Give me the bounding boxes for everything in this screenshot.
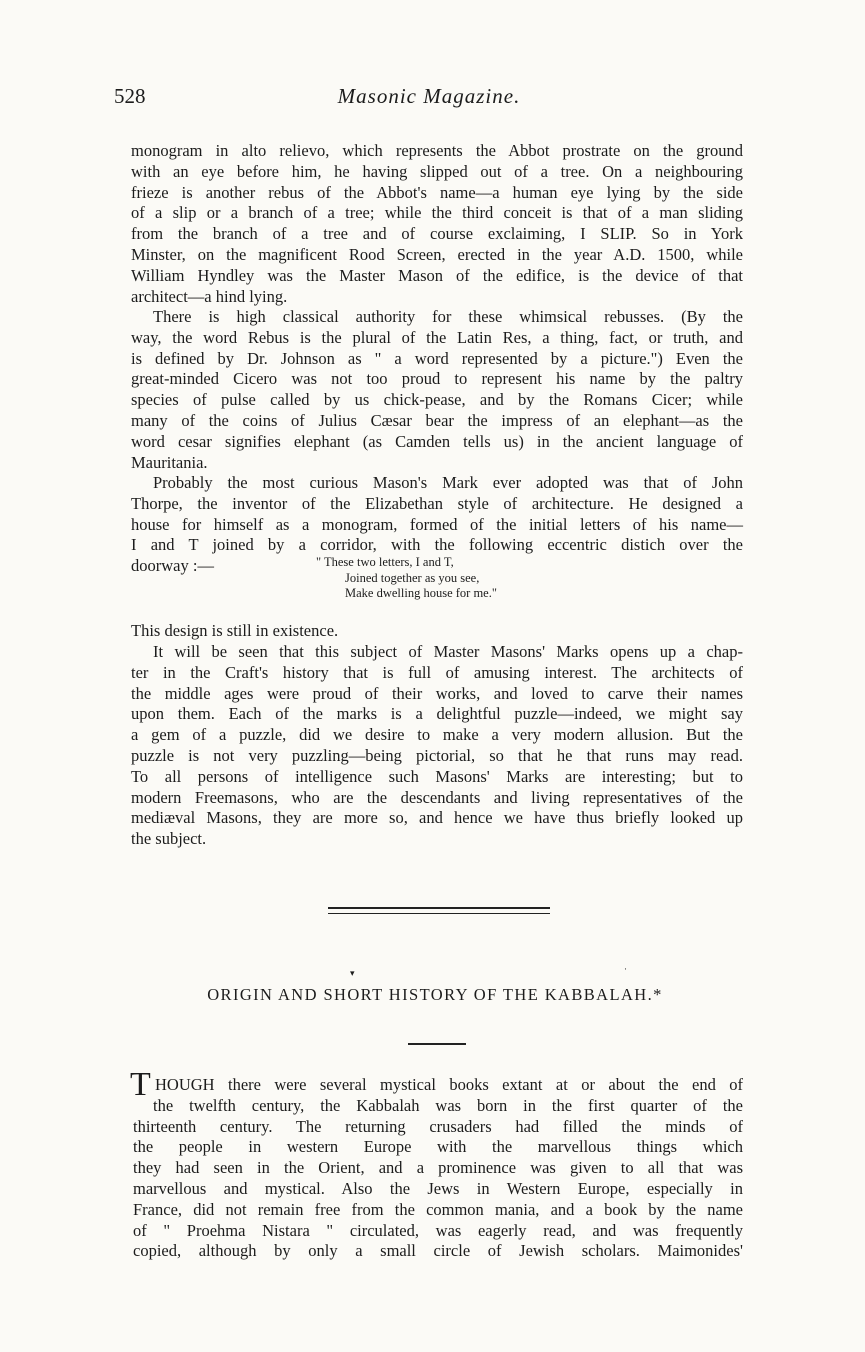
text-line: frieze is another rebus of the Abbot's name—a human eye lying by the side [131, 182, 743, 202]
text-line: doorway :— [131, 556, 214, 576]
text-line: Mauritania. [131, 452, 208, 472]
text-line: with an eye before him, he having slipped out of a tree. On a neighbouring [131, 161, 743, 181]
text-line: There is high classical authority for these whimsical rebusses. (By the [153, 307, 743, 326]
text-line: of a slip or a branch of a tree; while the third conceit is that of a man sliding [131, 203, 743, 223]
running-title: Masonic Magazine. [337, 84, 521, 108]
paragraph-masons-marks [131, 642, 743, 850]
text-line: puzzle is not very puzzling—being pictorial, so that he that runs may read. [131, 745, 743, 765]
title-rule [408, 1043, 466, 1045]
text-line: is defined by Dr. Johnson as " a word represented by a picture.") Even the [131, 348, 743, 368]
text-line: Thorpe, the inventor of the Elizabethan style of architecture. He designed a [131, 493, 743, 513]
text-line: I and T joined by a corridor, with the following eccentric distich over the [131, 535, 743, 555]
text-line: word cesar signifies elephant (as Camden tells us) in the ancient language of [131, 431, 743, 451]
drop-cap: T [130, 1066, 151, 1103]
text-line: modern Freemasons, who are the descendants and living representatives of the [131, 787, 743, 807]
paragraph-classical-rebusses [131, 307, 743, 473]
text-line: ter in the Craft's history that is full of amusing interest. The architects of [131, 662, 743, 682]
article-title: ORIGIN AND SHORT HISTORY OF THE KABBALAH.* [207, 985, 663, 1004]
paragraph-kabbalah-origin [133, 1075, 743, 1262]
text-line: way, the word Rebus is the plural of the Latin Res, a thing, fact, or truth, and [131, 327, 743, 347]
print-mark: ▾ [350, 968, 355, 978]
text-line: house for himself as a monogram, formed of the initial letters of his name— [131, 514, 743, 534]
text-line: HOUGH there were several mystical books extant at or about the end of [155, 1075, 743, 1094]
text-line: monogram in alto relievo, which represents the Abbot prostrate on the ground [131, 141, 743, 160]
text-line: architect—a hind lying. [131, 286, 288, 306]
text-line: many of the coins of Julius Cæsar bear the impress of an elephant—as the [131, 410, 743, 430]
text-line: a gem of a puzzle, did we desire to make a very modern allusion. But the [131, 725, 743, 745]
text-line: of " Proehma Nistara " circulated, was eagerly read, and was frequently [133, 1220, 743, 1240]
text-line: Probably the most curious Mason's Mark ever adopted was that of John [153, 473, 743, 492]
page-header [114, 84, 744, 114]
text-line: France, did not remain free from the common mania, and a book by the name [133, 1199, 743, 1219]
verse-line: Make dwelling house for me." [345, 586, 497, 600]
text-line: species of pulse called by us chick-pease, and by the Romans Cicer; while [131, 390, 743, 410]
section-divider-thin [328, 913, 550, 914]
text-line: copied, although by only a small circle of Jewish scholars. Maimonides' [133, 1241, 743, 1261]
text-line: they had seen in the Orient, and a prominence was given to all that was [133, 1158, 743, 1178]
print-mark: · [624, 964, 627, 974]
text-line: the people in western Europe with the marvellous things which [133, 1137, 743, 1157]
text-line: mediæval Masons, they are more so, and hence we have thus briefly looked up [131, 808, 743, 828]
text-line: It will be seen that this subject of Master Masons' Marks opens up a chap- [153, 642, 743, 661]
text-line: the twelfth century, the Kabbalah was born in the first quarter of the [153, 1095, 743, 1115]
text-line: Minster, on the magnificent Rood Screen, erected in the year A.D. 1500, while [131, 244, 743, 264]
section-divider-thick [328, 907, 550, 909]
paragraph-design-existence [131, 621, 743, 642]
text-line: upon them. Each of the marks is a delightful puzzle—indeed, we might say [131, 704, 743, 724]
verse-line: Joined together as you see, [345, 570, 480, 585]
text-line: from the branch of a tree and of course exclaiming, I SLIP. So in York [131, 224, 743, 244]
text-line: great-minded Cicero was not too proud to represent his name by the paltry [131, 369, 743, 389]
text-line: This design is still in existence. [131, 621, 339, 640]
text-line: William Hyndley was the Master Mason of the edifice, is the device of that [131, 265, 743, 285]
text-line: the subject. [131, 829, 207, 849]
distich-verse [316, 555, 497, 602]
text-line: marvellous and mystical. Also the Jews in Western Europe, especially in [133, 1178, 743, 1198]
text-line: To all persons of intelligence such Masons' Marks are interesting; but to [131, 766, 743, 786]
verse-line: " These two letters, I and T, [316, 555, 454, 569]
page-number: 528 [114, 84, 146, 108]
text-line: thirteenth century. The returning crusaders had filled the minds of [133, 1116, 743, 1136]
paragraph-rebus-abbot [131, 141, 743, 307]
text-line: the middle ages were proud of their works, and loved to carve their names [131, 683, 743, 703]
